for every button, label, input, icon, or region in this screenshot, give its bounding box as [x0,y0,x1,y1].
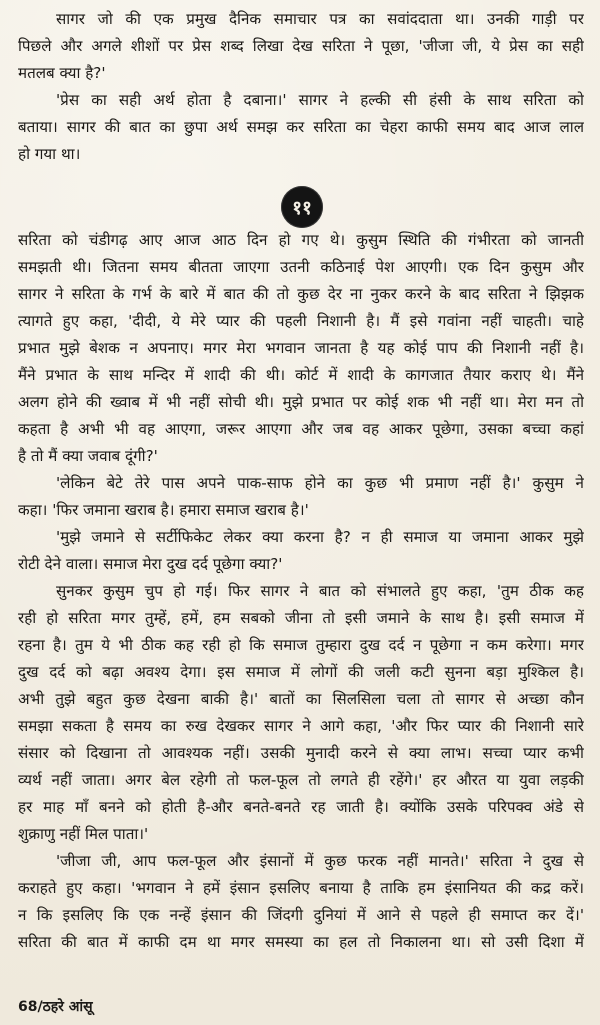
paragraph-line: त्यागते हुए कहा, 'दीदी, ये मेरे प्यार की पहली निशानी है। मैं इसे गवांना नहीं चाहती। चाहे [18,312,584,330]
paragraph-line: अलग होने की ख्वाब में भी नहीं सोची थी। मुझे प्रभात पर कोई शक भी नहीं था। मेरा मन तो [18,393,584,411]
paragraph-line: रोटी देने वाला। समाज मेरा दुख दर्द पूछेगा क्या?' [18,555,283,573]
paragraph-line: 'लेकिन बेटे तेरे पास अपने पाक-साफ होने का कुछ भी प्रमाण नहीं है।' कुसुम ने [56,474,584,492]
chapter-number-badge: ११ [281,186,323,228]
paragraph-line: मैंने प्रभात के साथ मन्दिर में शादी की थी। कोर्ट में शादी के कागजात तैयार कराए थे। मैंने [18,366,584,384]
paragraph-line: सागर ने सरिता के गर्भ के बारे में बात की तो कुछ देर ना नुकर करने के बाद सरिता ने झिझक [18,285,584,303]
paragraph-line: हो गया था। [18,145,81,163]
paragraph-line: न कि इसलिए कि एक नन्हें इंसान की जिंदगी दुनियां में आने से पहले ही समाप्त कर दें।' [18,906,584,924]
paragraph-line: कराहते हुए कहा। 'भगवान ने हमें इंसान इसलिए बनाया है ताकि हम इंसानियत की कद्र करें। [18,879,584,897]
paragraph-line: व्यर्थ नहीं जाता। अगर बेल रहेगी तो फल-फूल तो लगते ही रहेंगे।' हर औरत या युवा लड़की [18,771,584,789]
paragraph-line: शुक्राणु नहीं मिल पाता।' [18,825,149,843]
paragraph-line: पिछले और अगले शीशों पर प्रेस शब्द लिखा देख सरिता ने पूछा, 'जीजा जी, ये प्रेस का सही [18,37,584,55]
paragraph-line: है तो मैं क्या जवाब दूंगी?' [18,447,158,465]
paragraph-line: कहता है अभी भी वह आएगा, जरूर आएगा और जब वह आकर पूछेगा, उसका बच्चा कहां [18,420,584,438]
paragraph-line: समझा सकता है समय का रुख देखकर सागर ने आगे कहा, 'और फिर प्यार की निशानी सारे [18,717,584,735]
paragraph-line: रहना है। तुम ये भी ठीक कह रही हो कि समाज तुम्हारा दुख दर्द न पूछेगा न कम करेगा। मगर [18,636,584,654]
paragraph-line: सागर जो की एक प्रमुख दैनिक समाचार पत्र का सवांददाता था। उनकी गाड़ी पर [56,10,584,28]
paragraph-line: मतलब क्या है?' [18,64,106,82]
paragraph-line: प्रभात मुझे बेशक न अपनाए। मगर मेरा भगवान जानता है यह कोई पाप की निशानी नहीं है। [18,339,584,357]
paragraph-line: कहा। 'फिर जमाना खराब है। हमारा समाज खराब है।' [18,501,309,519]
paragraph-line: 'जीजा जी, आप फल-फूल और इंसानों में कुछ फरक नहीं मानते।' सरिता ने दुख से [56,852,584,870]
paragraph-line: 'प्रेस का सही अर्थ होता है दबाना।' सागर ने हल्की सी हंसी के साथ सरिता को [56,91,584,109]
text-section-after-chapter [18,227,584,956]
paragraph-line: सरिता की बात में काफी दम था मगर समस्या का हल तो निकालना था। सो उसी दिशा में [18,933,584,951]
paragraph-line: समझती थी। जितना समय बीतता जाएगा उतनी कठिनाई पेश आएगी। एक दिन कुसुम और [18,258,584,276]
paragraph-line: हर माह माँ बनने को होती है-और बनते-बनते रह जाती है। क्योंकि उसके परिपक्व अंडे से [18,798,584,816]
paragraph-line: सुनकर कुसुम चुप हो गई। फिर सागर ने बात को संभालते हुए कहा, 'तुम ठीक कह [56,582,584,600]
page-footer: 68/ठहरे आंसू [18,999,93,1015]
text-section-before-chapter [18,6,584,168]
paragraph-line: अभी तुझे बहुत कुछ देखना बाकी है।' बातों का सिलसिला चला तो सागर से अच्छा कौन [18,690,584,708]
paragraph-line: सरिता को चंडीगढ़ आए आज आठ दिन हो गए थे। कुसुम स्थिति की गंभीरता को जानती [18,231,584,249]
paragraph-line: संसार को दिखाना तो आवश्यक नहीं। उसकी मुनादी करने से क्या लाभ। सच्चा प्यार कभी [18,744,584,762]
paragraph-line: बताया। सागर की बात का छुपा अर्थ समझ कर सरिता का चेहरा काफी समय बाद आज लाल [18,118,584,136]
paragraph-line: रही हो सरिता मगर तुम्हें, हमें, हम सबको जीना तो इसी जमाने के साथ है। इसी समाज में [18,609,584,627]
paragraph-line: 'मुझे जमाने से सर्टीफिकेट लेकर क्या करना है? न ही समाज या जमाना आकर मुझे [56,528,584,546]
paragraph-line: दुख दर्द को बढ़ा अवश्य देगा। इस समाज में लोगों की जली कटी सुनना बड़ा मुश्किल है। [18,663,584,681]
